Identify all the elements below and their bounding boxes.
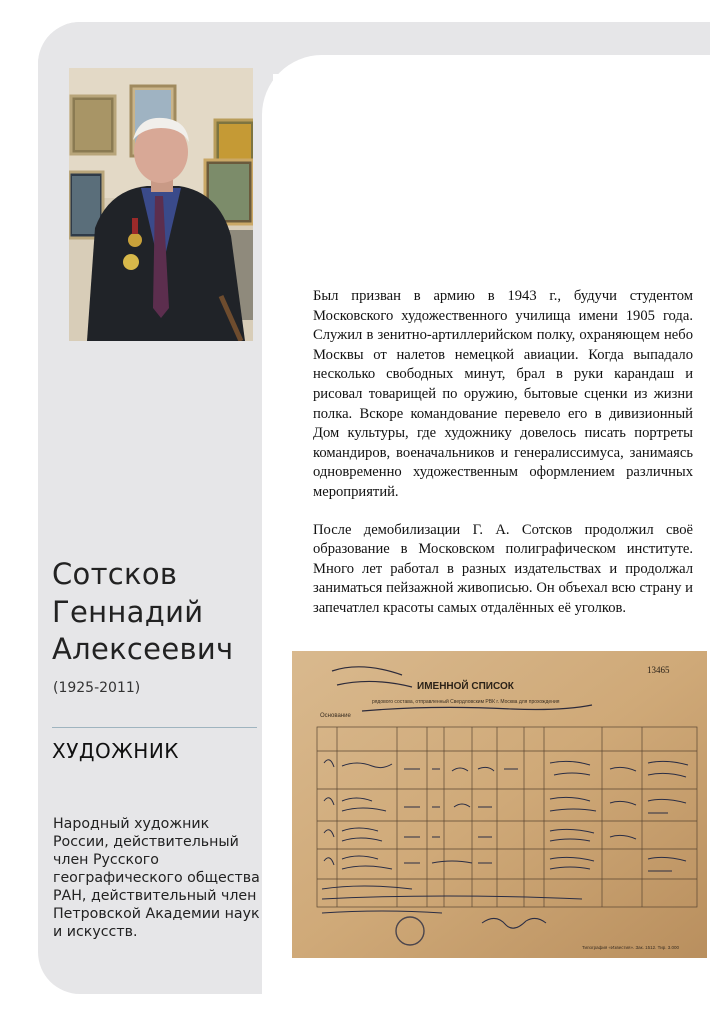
archive-document-image (292, 651, 707, 958)
name-surname: Сотсков (52, 557, 178, 591)
portrait-illustration (69, 68, 253, 341)
profession-heading: ХУДОЖНИК (52, 739, 179, 763)
biography-paragraph: Был призван в армию в 1943 г., будучи студентом Московского художественного училища имени 1905 года. Служил в зенитно-артиллерийском полку, охраняющем небо Москвы от налетов немецкой авиации. Когда выпадало несколько свободных минут, брал в руки карандаш и рисовал товарищей по оружию, бытовые сценки из жизни полка. Вскоре командование перевело его в дивизионный Дом культуры, где художнику довелось писать портреты командиров, военачальников и генералиссимуса, занимаясь одновременно художественным оформлением различных мероприятий. (313, 288, 693, 500)
document-footer: Типография «Известия». Зак. 1512. Тир. 3.000 (582, 945, 679, 950)
name-patronymic: Алексеевич (52, 632, 234, 666)
document-basis-label: Основание (320, 713, 351, 719)
document-number: 13465 (647, 665, 670, 675)
biography-paragraph: После демобилизации Г. А. Сотсков продолжил своё образование в Московском полиграфическом институте. Много лет работал в разных издательствах и продолжал заниматься пейзажной живописью. Он объехал всю страну и запечатлел красоты самых отдалённых её уголков. (313, 521, 693, 616)
archive-document-illustration (292, 651, 707, 958)
document-subtitle: рядового состава, отправленный Свердловским РВК г. Москва для прохождения (372, 699, 560, 705)
life-years: (1925-2011) (53, 680, 141, 696)
section-divider (52, 727, 257, 728)
document-title: ИМЕННОЙ СПИСОК (417, 681, 514, 692)
portrait-photo (69, 68, 253, 341)
person-name (52, 556, 267, 669)
biography-text (313, 287, 693, 637)
name-first: Геннадий (52, 594, 204, 629)
honorary-titles: Народный художник России, действительный член Русского географического общества РАН, действительный член Петровской Академии наук и искусств. (53, 816, 260, 940)
